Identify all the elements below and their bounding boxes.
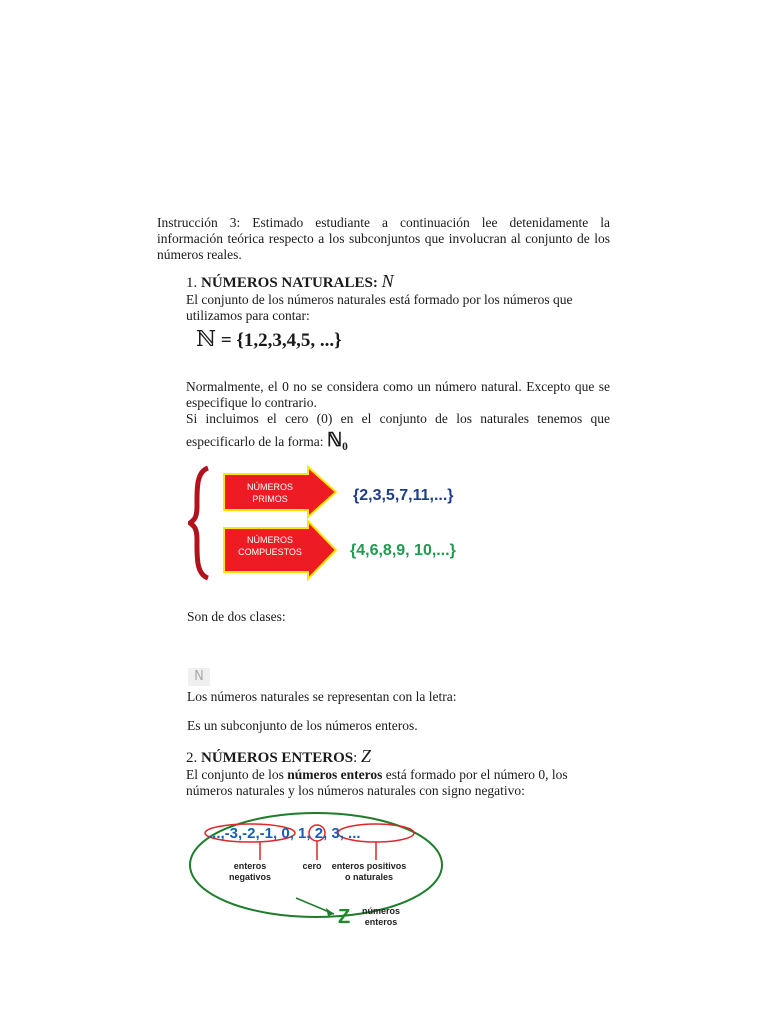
label-neg-2: negativos <box>228 872 272 882</box>
classes-diagram <box>188 462 488 584</box>
enteros-diagram <box>186 808 448 932</box>
z-symbol: Z <box>338 906 351 928</box>
section-heading <box>186 747 610 767</box>
label-zero: cero <box>302 861 322 871</box>
arrow-compuestos-line2: COMPUESTOS <box>238 547 302 557</box>
section-title: NÚMEROS NATURALES: <box>201 275 378 291</box>
section-heading <box>186 272 610 292</box>
desc-part: El conjunto de los <box>186 767 288 782</box>
zero-include-text: Si incluimos el cero (0) en el conjunto de los naturales tenemos que especificarlo de la forma: <box>186 411 610 449</box>
label-pos-2: o naturales <box>344 872 394 882</box>
section-title: NÚMEROS ENTEROS <box>201 750 354 766</box>
section-colon: : <box>353 750 358 766</box>
z-label-2: enteros <box>364 917 398 927</box>
desc-part: está formado por el número 0, los números naturales y los números naturales con signo negativo: <box>186 767 568 798</box>
section-enteros <box>186 747 610 799</box>
label-pos-1: enteros positivos <box>331 861 407 871</box>
section-number: 2. <box>186 750 198 766</box>
arrow-primos-line1: NÚMEROS <box>246 482 294 492</box>
zero-include <box>186 408 610 453</box>
n0-symbol: ℕ₀ <box>326 430 348 451</box>
section-naturales <box>186 272 610 324</box>
z-label-1: números <box>361 906 401 916</box>
section-number: 1. <box>186 275 198 291</box>
arrow-primos <box>224 467 336 517</box>
instruction-paragraph: Instrucción 3: Estimado estudiante a continuación lee detenidamente la información teórica respecto a los subconjuntos que involucran al conjunto de los números reales. <box>157 215 610 262</box>
dos-clases-text: Son de dos clases: <box>187 609 286 624</box>
label-neg-1: enteros <box>233 861 267 871</box>
n-letter-icon: N <box>188 668 210 686</box>
naturales-formula <box>196 326 342 352</box>
arrow-primos-line2: PRIMOS <box>252 494 288 504</box>
brace-shape <box>190 468 208 578</box>
section-description <box>186 767 610 799</box>
zero-note: Normalmente, el 0 no se considera como un número natural. Excepto que se especifique lo contrario. <box>186 379 610 410</box>
letra-text: Los números naturales se representan con la letra: <box>187 689 457 704</box>
set-compuestos: {4,6,8,9, 10,...} <box>350 542 456 559</box>
arrow-compuestos-line1: NÚMEROS <box>246 535 294 545</box>
integers-row: ...,-3,-2,-1, 0, 1, 2, 3, ... <box>208 825 361 842</box>
desc-bold: números enteros <box>287 767 383 782</box>
section-description: El conjunto de los números naturales está formado por los números que utilizamos para contar: <box>186 292 573 323</box>
set-symbol: N <box>381 271 394 291</box>
naturals-set: = {1,2,3,4,5, ...} <box>220 330 342 351</box>
zero-paragraph <box>186 379 610 453</box>
set-primos: {2,3,5,7,11,...} <box>353 487 454 504</box>
set-symbol: Z <box>361 746 372 766</box>
arrow-to-z-head <box>326 908 334 916</box>
subconjunto-text: Es un subconjunto de los números enteros. <box>187 718 418 733</box>
naturals-symbol: ℕ <box>196 326 217 351</box>
